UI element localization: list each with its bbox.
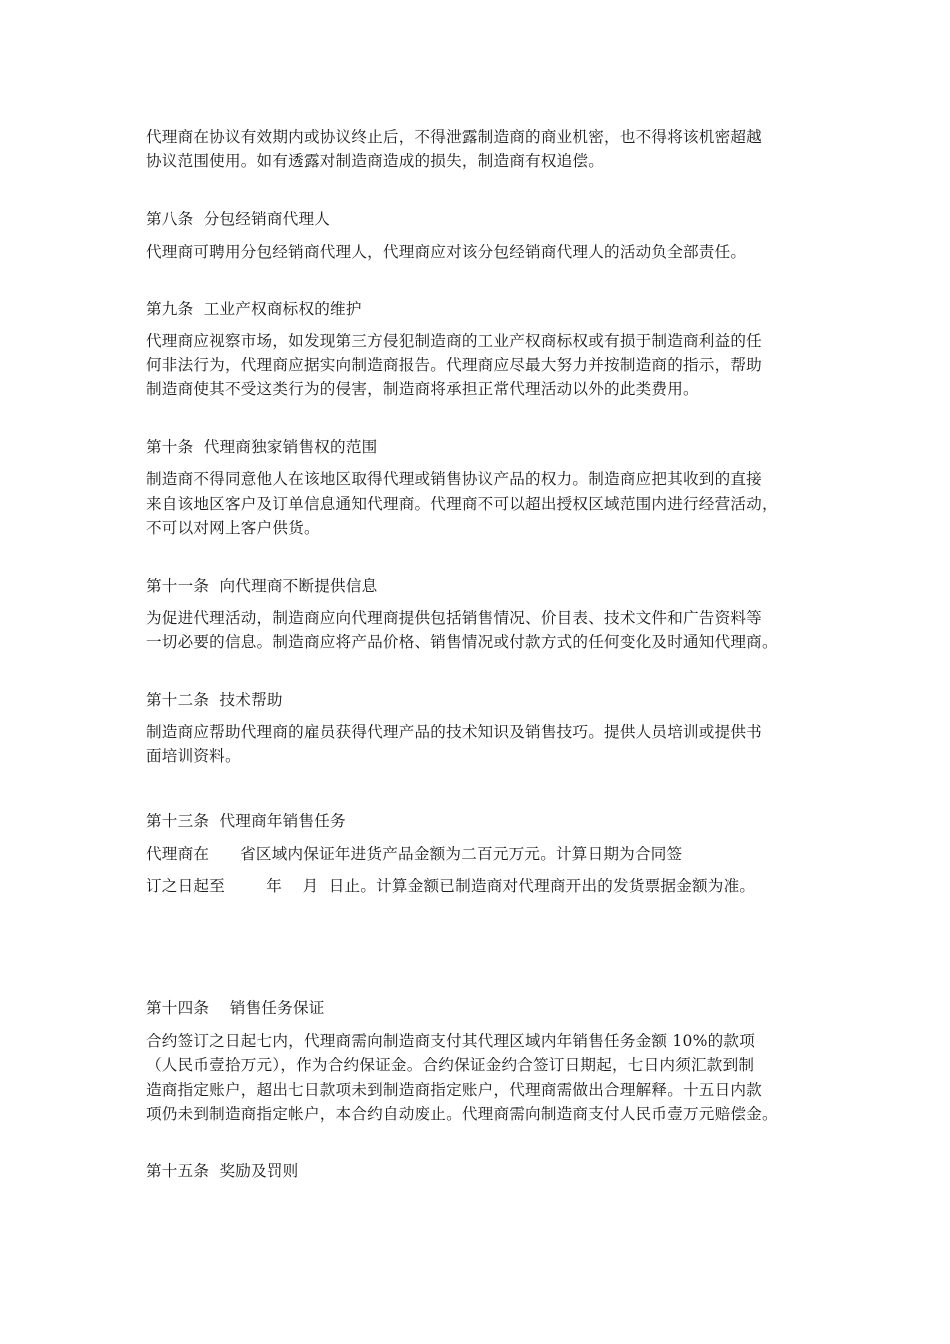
article-14-line-4: 项仍未到制造商指定帐户，本合约自动废止。代理商需向制造商支付人民币壹万元赔偿金。 [146, 1105, 778, 1123]
article-13-line-1: 代理商在 省区域内保证年进货产品金额为二百元万元。计算日期为合同签 [146, 845, 683, 863]
paragraph-confidentiality-line-1: 代理商在协议有效期内或协议终止后，不得泄露制造商的商业机密，也不得将该机密超越 [146, 128, 762, 146]
article-11-line-1: 为促进代理活动，制造商应向代理商提供包括销售情况、价目表、技术文件和广告资料等 [146, 609, 762, 627]
article-10-line-3: 不可以对网上客户供货。 [146, 519, 320, 537]
article-14-line-2: （人民币壹拾万元），作为合约保证金。合约保证金约合签订日期起，七日内须汇款到制 [146, 1056, 755, 1074]
article-9-line-2: 何非法行为，代理商应据实向制造商报告。代理商应尽最大努力并按制造商的指示，帮助 [146, 356, 762, 374]
article-10-line-1: 制造商不得同意他人在该地区取得代理或销售协议产品的权力。制造商应把其收到的直接 [146, 470, 762, 488]
article-13-line-2: 订之日起至 年 月 日止。计算金额已制造商对代理商开出的发货票据金额为准。 [146, 877, 756, 895]
article-9-heading: 第九条 工业产权商标权的维护 [146, 300, 362, 318]
article-12-heading: 第十二条 技术帮助 [146, 691, 283, 709]
article-12-line-1: 制造商应帮助代理商的雇员获得代理产品的技术知识及销售技巧。提供人员培训或提供书 [146, 723, 762, 741]
article-14-line-1: 合约签订之日起七内，代理商需向制造商支付其代理区域内年销售任务金额 10%的款项 [146, 1032, 755, 1050]
article-13-heading: 第十三条 代理商年销售任务 [146, 812, 346, 830]
article-8-heading: 第八条 分包经销商代理人 [146, 210, 331, 228]
article-12-line-2: 面培训资料。 [146, 747, 241, 765]
article-15-heading: 第十五条 奖励及罚则 [146, 1162, 299, 1180]
article-9-line-1: 代理商应视察市场，如发现第三方侵犯制造商的工业产权商标权或有损于制造商利益的任 [146, 332, 762, 350]
article-11-heading: 第十一条 向代理商不断提供信息 [146, 577, 378, 595]
article-10-heading: 第十条 代理商独家销售权的范围 [146, 438, 378, 456]
article-10-line-2: 来自该地区客户及订单信息通知代理商。代理商不可以超出授权区域范围内进行经营活动， [146, 495, 778, 513]
paragraph-confidentiality-line-2: 协议范围使用。如有透露对制造商造成的损失，制造商有权追偿。 [146, 152, 605, 170]
article-8-line-1: 代理商可聘用分包经销商代理人，代理商应对该分包经销商代理人的活动负全部责任。 [146, 243, 747, 261]
article-9-line-3: 制造商使其不受这类行为的侵害，制造商将承担正常代理活动以外的此类费用。 [146, 380, 699, 398]
article-11-line-2: 一切必要的信息。制造商应将产品价格、销售情况或付款方式的任何变化及时通知代理商。 [146, 633, 778, 651]
article-14-heading: 第十四条 销售任务保证 [146, 999, 325, 1017]
article-14-line-3: 造商指定账户，超出七日款项未到制造商指定账户，代理商需做出合理解释。十五日内款 [146, 1081, 762, 1099]
